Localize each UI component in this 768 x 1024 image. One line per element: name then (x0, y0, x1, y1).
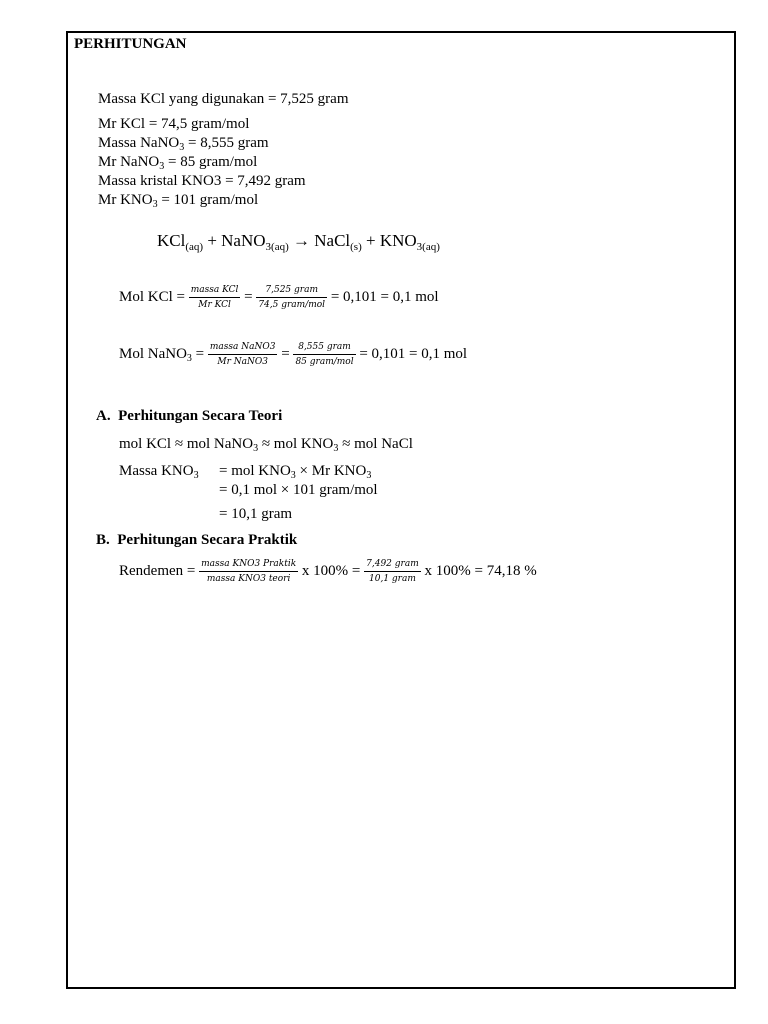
mol-kcl-fraction-1: $\frac{\text{massa KCl}}{\text{Mr KCl}}$ (190, 285, 239, 311)
mol-ratio: mol KCl ≈ mol NaNO$_3$ ≈ mol $KNO_3$ ≈ mol NaCl (119, 436, 413, 454)
section-b-heading: B. Perhitungan Secara Praktik (96, 532, 298, 548)
section-a-heading: A. Perhitungan Secara Teori (96, 408, 283, 424)
given-mr-kno3: Mr $KNO_3 = 101$ gram/mol (98, 192, 259, 210)
reaction-equation: KCl$_{(aq)}$ + NaNO$_{3(aq)}$ → NaCl$_{(s)}$ + $KNO_{3(aq)}$ (157, 231, 440, 253)
given-mr-nano3: Mr NaNO$_3$ = 85 gram/mol (98, 154, 258, 172)
mol-nano3-fraction-1: $\frac{\text{massa NaNO3}}{\text{Mr NaNO3}}$ (209, 342, 276, 368)
given-massa-nano3: Massa NaNO$_3$ = 8,555 gram (98, 135, 269, 153)
given-massa-kristal: Massa kristal KNO3 = 7,492 gram (98, 173, 306, 189)
given-massa-kcl: Massa KCl yang digunakan = 7,525 gram (98, 91, 349, 107)
massa-kno3-line-1: = mol $KNO_3 \times Mr$ $KNO_3$ (219, 463, 372, 481)
rendemen-fraction-1: $\frac{\text{massa KNO3 Praktik}}{\text{massa KNO3 teori}}$ (201, 559, 297, 585)
mol-nano3-equation: Mol NaNO$_3$ = $\frac{\text{massa NaNO3}}{\text{Mr NaNO3}}$ = $\frac{\text{8,555 gram}}{\text{85 gram/mol}}$ = 0,101 = 0,1 mol (119, 342, 468, 368)
rendemen-fraction-2: $\frac{\text{7,492 gram}}{\text{10,1 gram}}$ (366, 559, 419, 585)
mol-nano3-fraction-2: $\frac{\text{8,555 gram}}{\text{85 gram/mol}}$ (295, 342, 354, 368)
mol-kcl-equation: Mol KCl = $\frac{\text{massa KCl}}{\text{Mr KCl}}$ = $\frac{\text{7,525 gram}}{\text{74,5 gram/mol}}$ = 0,101 = 0,1 mol (119, 285, 439, 311)
given-mr-kcl: Mr KCl = 74,5 gram/mol (98, 116, 250, 132)
massa-kno3-label: Massa $KNO_3$ (119, 463, 199, 481)
rendemen-equation: Rendemen = $\frac{\text{massa KNO3 Praktik}}{\text{massa KNO3 teori}}$ x 100% = $\frac{\text{7,492 gram}}{\text{10,1 gram}}$ x 100% = 74,18 % (119, 559, 537, 585)
massa-kno3-line-3: = 10,1 gram (219, 506, 293, 522)
page-heading: PERHITUNGAN (74, 36, 187, 52)
mol-kcl-fraction-2: $\frac{\text{7,525 gram}}{\text{74,5 gram/mol}}$ (258, 285, 326, 311)
massa-kno3-line-2: = 0,1 mol × 101 gram/mol (219, 482, 378, 498)
